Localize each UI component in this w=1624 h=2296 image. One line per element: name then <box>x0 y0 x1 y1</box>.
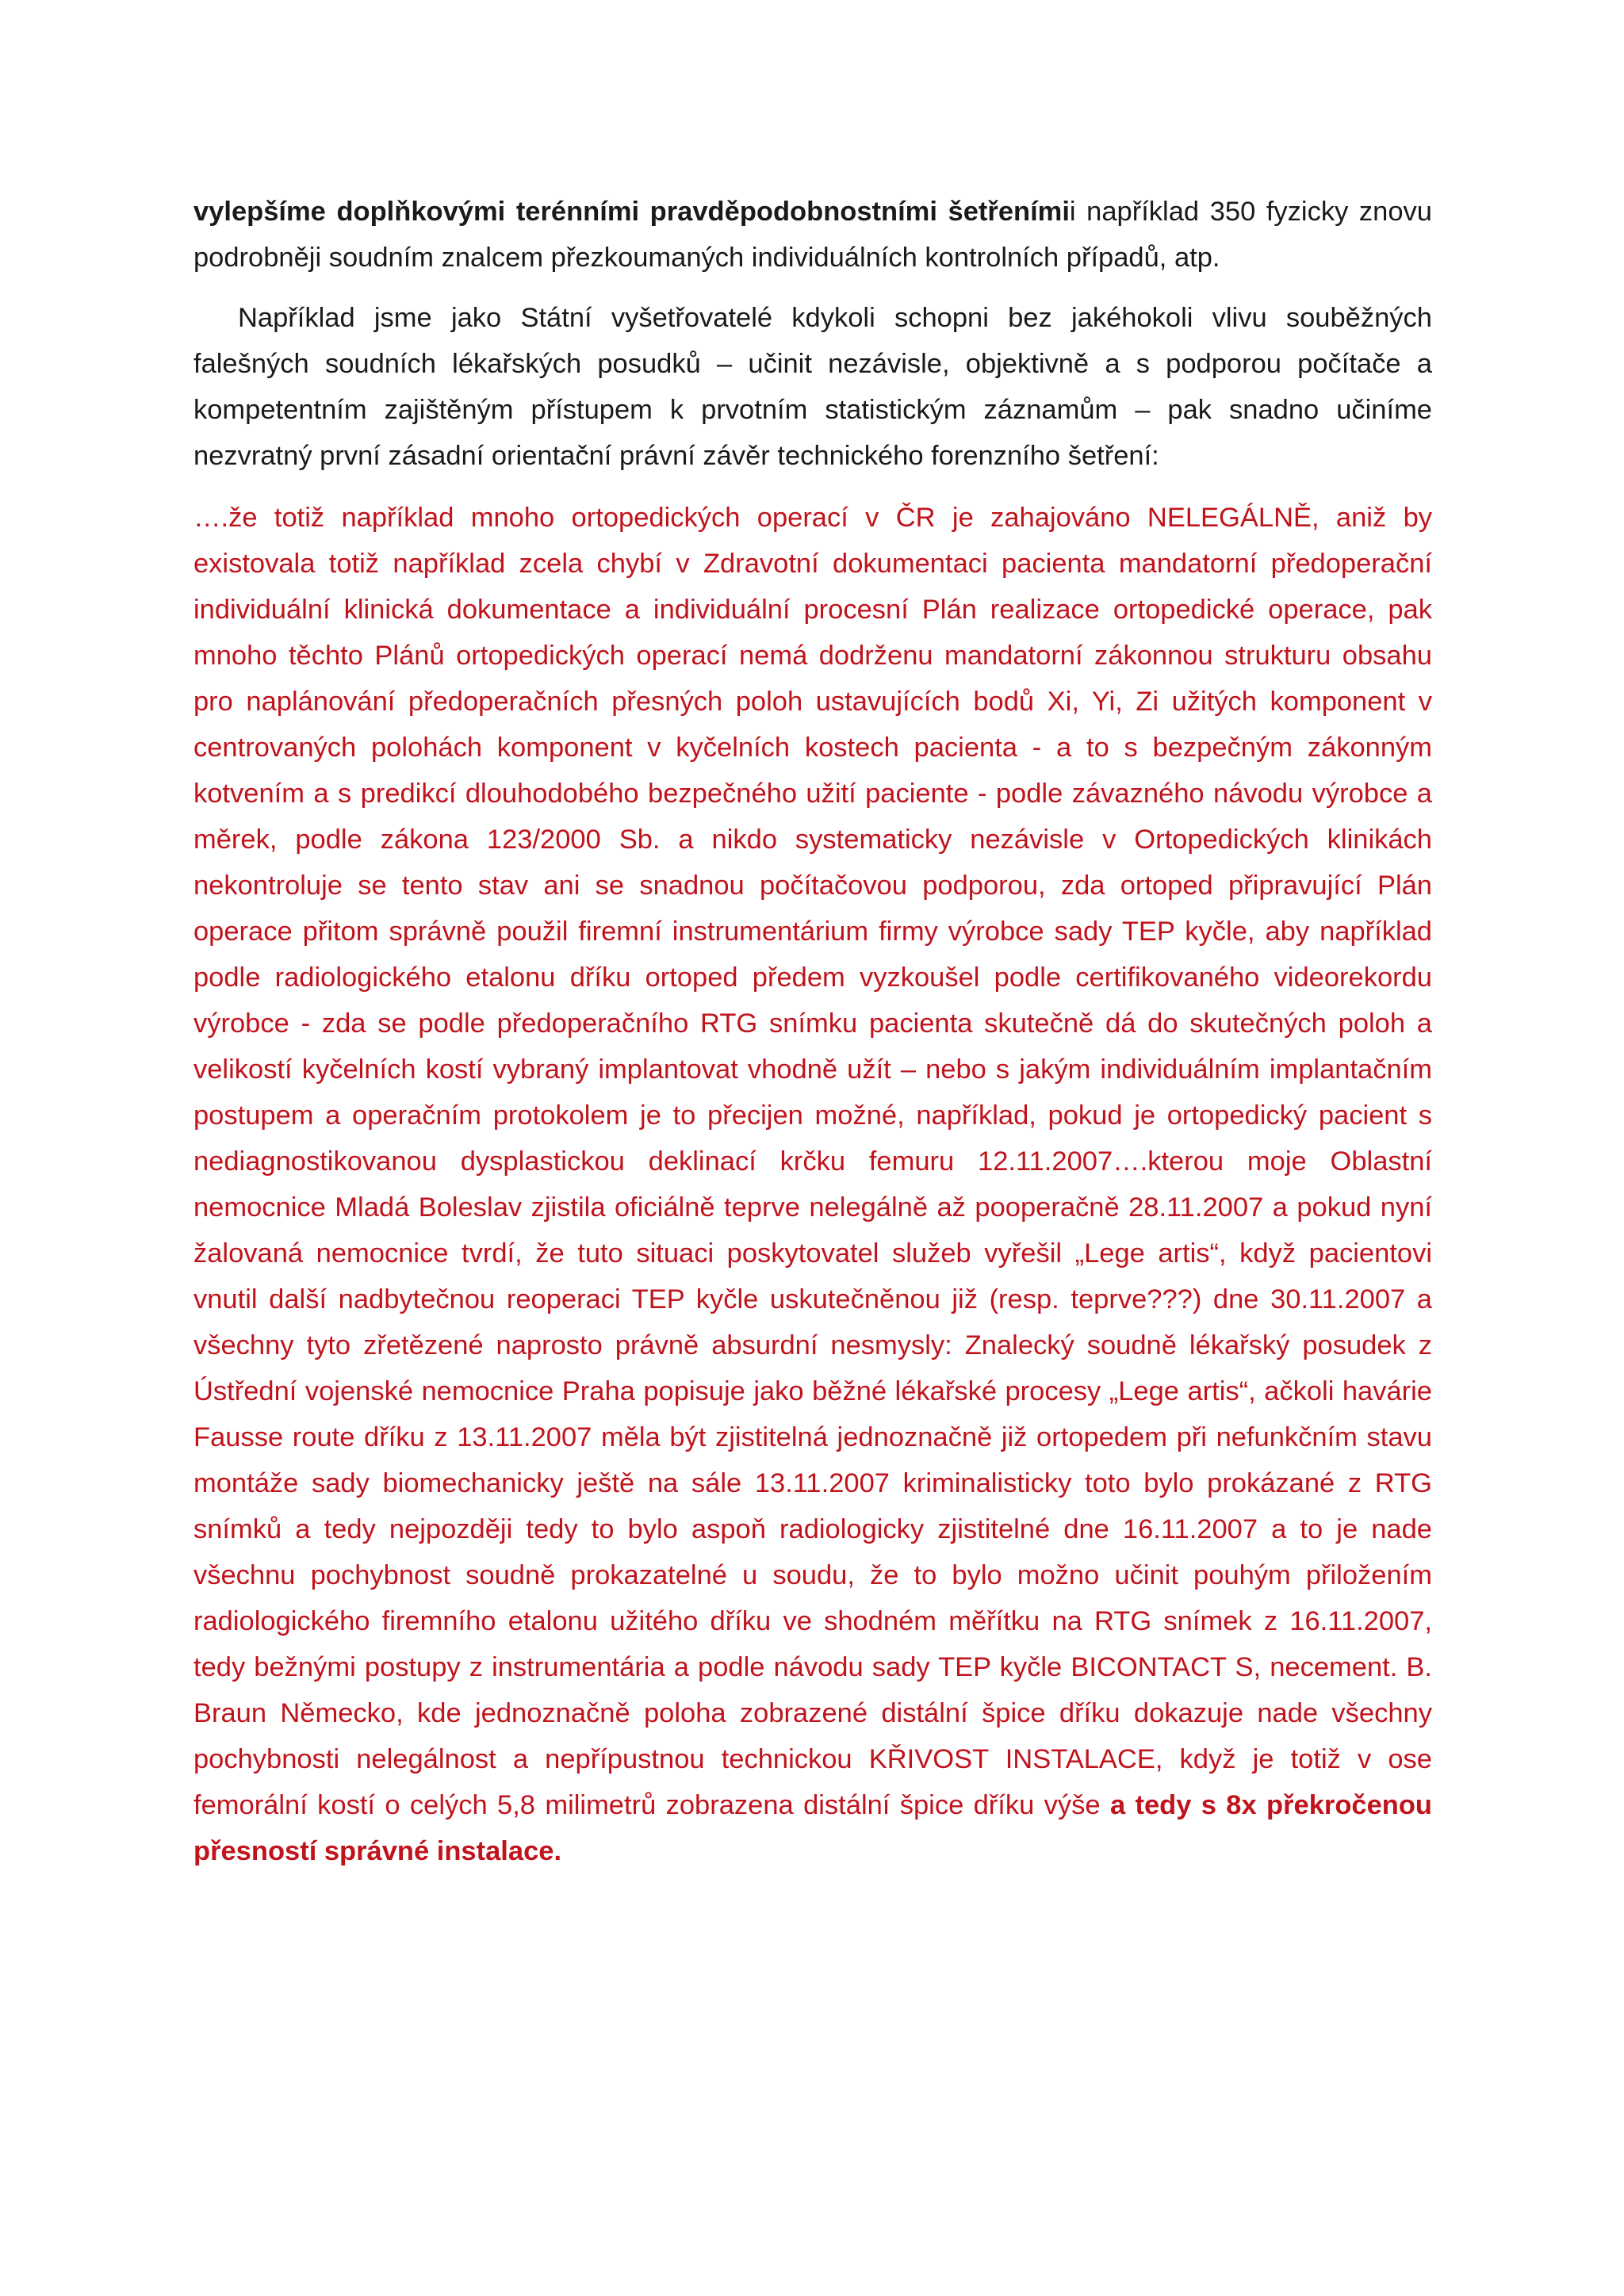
paragraph-investigators <box>193 295 1432 479</box>
intro-text: i například 350 fyzicky znovu podrobněji soudním znalcem přezkoumaných individuálních kontrolních případů, atp. <box>193 197 1432 273</box>
document-page <box>193 189 1432 1874</box>
investigators-text: Například jsme jako Státní vyšetřovatelé kdykoli schopni bez jakéhokoli vlivu souběžných falešných soudních lékařských posudků – učinit nezávisle, objektivně a s podporou počítače a kompetentním zajištěným přístupem k prvotním statistickým záznamům – pak snadno učiníme nezvratný první zásadní orientační právní závěr technického forenzního šetření: <box>193 303 1432 471</box>
bold-lead-text: vylepšíme doplňkovými terénními pravděpodobnostními šetřeními <box>193 197 1070 227</box>
paragraph-findings <box>193 495 1432 1874</box>
paragraph-intro <box>193 189 1432 281</box>
findings-text: ….že totiž například mnoho ortopedických operací v ČR je zahajováno NELEGÁLNĚ, aniž by existovala totiž například zcela chybí v Zdravotní dokumentaci pacienta mandatorní předoperační individuální klinická dokumentace a individuální procesní Plán realizace ortopedické operace, pak mnoho těchto Plánů ortopedických operací nemá dodrženu mandatorní zákonnou strukturu obsahu pro naplánování předoperačních přesných poloh ustavujících bodů Xi, Yi, Zi užitých komponent v centrovaných polohách komponent v kyčelních kostech pacienta - a to s bezpečným zákonným kotvením a s predikcí dlouhodobého bezpečného užití paciente - podle závazného návodu výrobce a měrek, podle zákona 123/2000 Sb. a nikdo systematicky nezávisle v Ortopedických klinikách nekontroluje se tento stav ani se snadnou počítačovou podporou, zda ortoped připravující Plán operace přitom správně použil firemní instrumentárium firmy výrobce sady TEP kyčle, aby například podle radiologického etalonu dříku ortoped předem vyzkoušel podle certifikovaného videorekordu výrobce - zda se podle předoperačního RTG snímku pacienta skutečně dá do skutečných poloh a velikostí kyčelních kostí vybraný implantovat vhodně užít – nebo s jakým individuálním implantačním postupem a operačním protokolem je to přecijen možné, například, pokud je ortopedický pacient s nediagnostikovanou dysplastickou deklinací krčku femuru 12.11.2007….kterou moje Oblastní nemocnice Mladá Boleslav zjistila oficiálně teprve nelegálně až pooperačně 28.11.2007 a pokud nyní žalovaná nemocnice tvrdí, že tuto situaci poskytovatel služeb vyřešil „Lege artis“, když pacientovi vnutil další nadbytečnou reoperaci TEP kyčle uskutečněnou již (resp. teprve???) dne 30.11.2007 a všechny tyto zřetězené naprosto právně absurdní nesmysly: Znalecký soudně lékařský posudek z Ústřední vojenské nemocnice Praha popisuje jako běžné lékařské procesy „Lege artis“, ačkoli havárie Fausse route dříku z 13.11.2007 měla být zjistitelná jednoznačně již ortopedem při nefunkčním stavu montáže sady biomechanicky ještě na sále 13.11.2007 kriminalisticky toto bylo prokázané z RTG snímků a tedy nejpozději tedy to bylo aspoň radiologicky zjistitelné dne 16.11.2007 a to je nade všechnu pochybnost soudně prokazatelné u soudu, že to bylo možno učinit pouhým přiložením radiologického firemního etalonu užitého dříku ve shodném měřítku na RTG snímek z 16.11.2007, tedy bežnými postupy z instrumentária a podle návodu sady TEP kyčle BICONTACT S, necement. B. Braun Německo, kde jednoznačně poloha zobrazené distální špice dříku dokazuje nade všechny pochybnosti nelegálnost a nepřípustnou technickou KŘIVOST INSTALACE, když je totiž v ose femorální kostí o celých 5,8 milimetrů zobrazena distální špice dříku výše <box>193 503 1432 1820</box>
findings-bold-conclusion: a tedy s 8x překročenou přesností správné instalace. <box>193 1790 1432 1866</box>
